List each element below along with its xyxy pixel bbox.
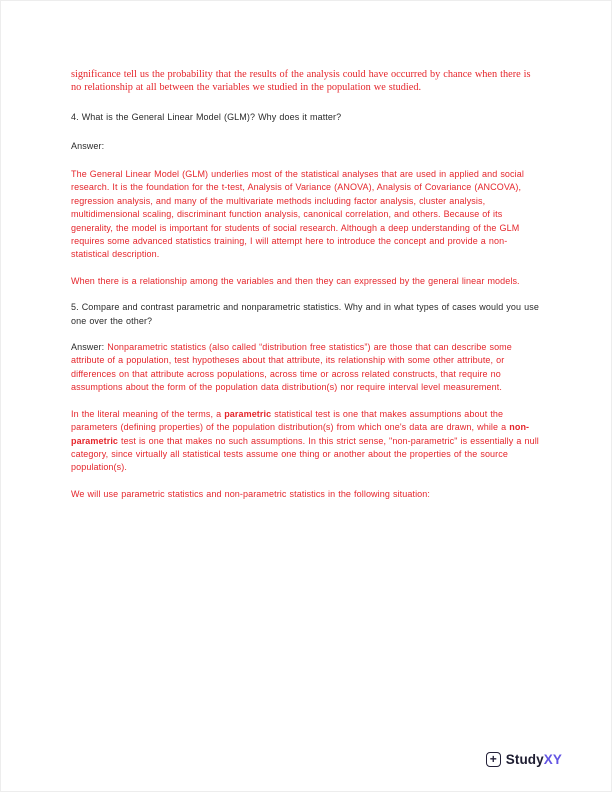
text-run: parametric [224,408,272,419]
question-4 [71,111,543,124]
answer-5-paragraph-2 [71,408,543,475]
text-run: Answer: [71,140,105,151]
answer-4-paragraph-1 [71,168,543,262]
brand-wordmark [506,752,562,767]
answer-5-paragraph-1 [71,341,543,395]
text-run: We will use parametric statistics and non-parametric statistics in the following situation: [71,488,430,499]
brand-study: Study [505,752,544,767]
text-run: Answer: [71,342,108,353]
text-run: When there is a relationship among the variables and then they can expressed by the general linear models. [71,275,520,286]
text-run: test is one that makes no such assumptions. In this strict sense, "non-parametric" is essentially a null category, since virtually all statistical tests assume one thing or another about the properties of the source population(s). [71,435,539,473]
intro-paragraph [71,69,543,94]
answer-4-paragraph-2 [71,275,543,288]
footer-brand [486,752,562,767]
text-run: In the literal meaning of the terms, a [71,408,225,419]
answer-label-4 [71,140,543,153]
text-run: The General Linear Model (GLM) underlies most of the statistical analyses that are used in applied and social research. It is the foundation for the t-test, Analysis of Variance (ANOVA), Analysis of Covariance (ANCOVA), regression analysis, and many of the multivariate methods including factor analysis, cluster analysis, multidimensional scaling, discriminant function analysis, canonical correlation, and others. Because of its generality, the model is important for students of social research. Although a deep understanding of the GLM requires some advanced statistics training, I will attempt here to introduce the concept and provide a non-statistical description. [71,169,524,260]
document-content [71,69,543,501]
text-run: significance tell us the probability that the results of the analysis could have occurred by chance when there is no relationship at all between the variables we studied in the population we studied. [71,69,531,93]
text-run: statistical test is one that makes assumptions about the parameters (defining properties) of the population distribution(s) from which one's data are drawn, while a [71,408,510,433]
answer-5-paragraph-3 [71,488,543,501]
question-5 [71,301,543,328]
text-run: 4. What is the General Linear Model (GLM)? Why does it matter? [71,112,342,123]
text-run: non-parametric [71,422,530,446]
text-run: Nonparametric statistics (also called “distribution free statistics”) are those that can describe some attribute of a population, test hypotheses about that attribute, its relationship with some other attribute, or differences on that attribute across populations, across time or across related constructs, that require no assumptions about the form of the population data distribution(s) nor require interval level measurement. [71,342,512,393]
text-run: 5. Compare and contrast parametric and nonparametric statistics. Why and in what types of cases would you use one over the other? [71,302,539,326]
plus-icon: + [486,752,501,767]
brand-xy: XY [543,752,562,767]
